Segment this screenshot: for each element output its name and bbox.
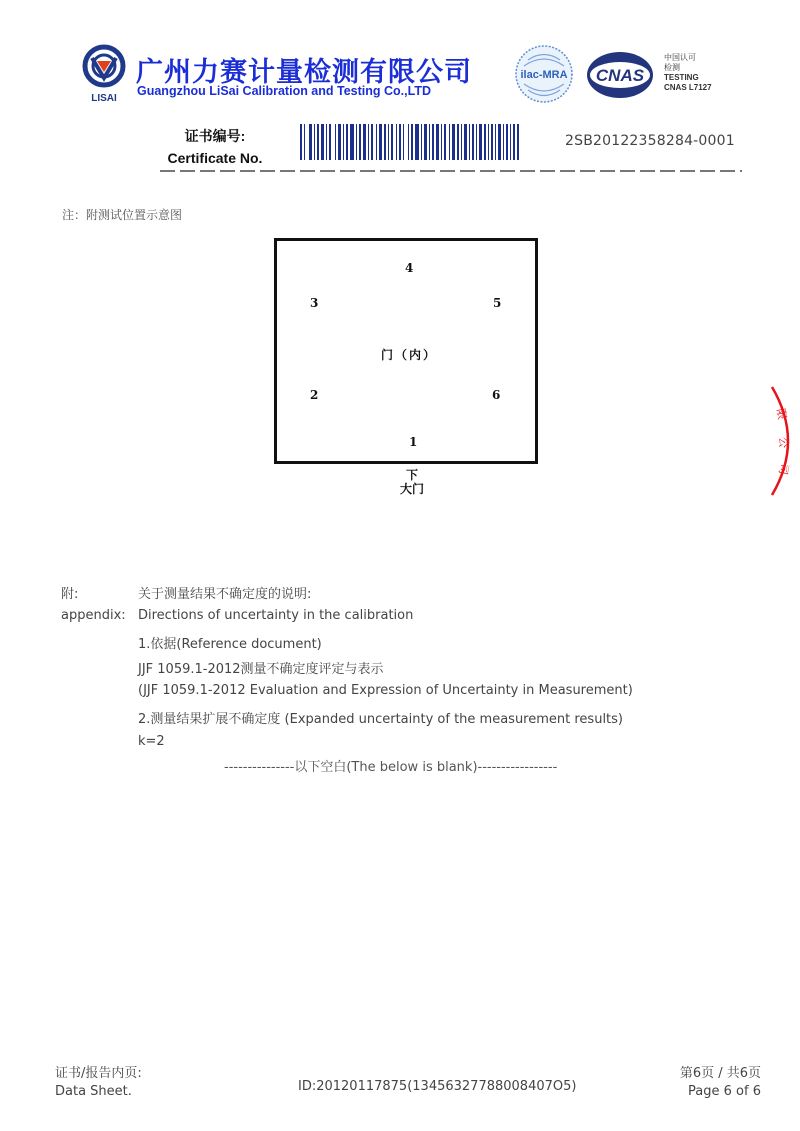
position-point-2: 2 <box>310 388 319 402</box>
page-number-cn: 第6页 / 共6页 <box>679 1066 761 1081</box>
seal-stamp-icon <box>770 385 800 497</box>
appendix-key-en: appendix: <box>61 608 126 623</box>
position-point-4: 4 <box>405 261 414 275</box>
barcode-icon <box>300 124 520 160</box>
cnas-logo <box>585 50 655 100</box>
footer-doc-type-cn: 证书/报告内页: <box>55 1066 142 1081</box>
position-point-5: 5 <box>493 296 502 310</box>
company-seal <box>770 385 800 497</box>
company-name-cn: 广州力赛计量检测有限公司 <box>136 57 472 88</box>
header-divider <box>160 170 742 172</box>
certificate-label <box>160 125 270 169</box>
appendix-line: 2.测量结果扩展不确定度 (Expanded uncertainty of the measurement results) <box>138 712 623 727</box>
position-point-3: 3 <box>310 296 319 310</box>
lisai-emblem-icon <box>80 44 128 104</box>
company-name-en: Guangzhou LiSai Calibration and Testing Co.,LTD <box>137 84 431 98</box>
cnas-line-testing: TESTING <box>664 73 699 82</box>
certificate-label-cn: 证书编号: <box>184 128 246 144</box>
certificate-label-en: Certificate No. <box>167 150 263 166</box>
main-door-text: 大门 <box>399 482 424 496</box>
page-number-en: Page 6 of 6 <box>688 1084 761 1099</box>
appendix-title-cn: 关于测量结果不确定度的说明: <box>138 587 312 602</box>
below-label: 下 <box>405 468 418 482</box>
certificate-number: 2SB20122358284-0001 <box>565 133 735 149</box>
svg-text:ilac-MRA: ilac-MRA <box>520 69 568 81</box>
position-point-1: 1 <box>409 435 418 449</box>
position-point-6: 6 <box>492 388 501 402</box>
svg-text:限: 限 <box>774 407 789 421</box>
cnas-accreditation-text <box>664 53 712 93</box>
footer-doc-type <box>55 1065 142 1101</box>
appendix-key-cn: 附: <box>61 587 79 602</box>
svg-text:司: 司 <box>776 462 791 476</box>
ilac-mra-logo <box>514 44 574 104</box>
ilac-mra-icon <box>514 44 574 104</box>
diagram-note: 注：附测试位置示意图 <box>62 208 183 222</box>
appendix-line: 1.依据(Reference document) <box>138 637 322 652</box>
appendix-line: JJF 1059.1-2012测量不确定度评定与表示 <box>138 662 384 677</box>
appendix-title-en: Directions of uncertainty in the calibration <box>138 608 414 623</box>
appendix-line: (JJF 1059.1-2012 Evaluation and Expression of Uncertainty in Measurement) <box>138 683 633 698</box>
svg-text:CNAS: CNAS <box>595 66 645 85</box>
svg-text:LISAI: LISAI <box>91 93 117 104</box>
footer-doc-type-en: Data Sheet. <box>55 1084 132 1099</box>
cnas-icon <box>585 50 655 100</box>
svg-text:公: 公 <box>777 437 790 448</box>
cnas-line-number: CNAS L7127 <box>664 83 712 92</box>
cnas-line-cn1: 中国认可 <box>664 53 696 62</box>
cnas-line-cn2: 检测 <box>664 63 680 72</box>
appendix-line: k=2 <box>138 734 165 749</box>
inner-door-label: 门（内） <box>381 348 438 362</box>
barcode <box>300 124 520 160</box>
footer-document-id: ID:20120117875(13456327788008407O5) <box>298 1079 577 1094</box>
blank-notice: ---------------以下空白(The below is blank)----------------- <box>224 760 558 775</box>
footer-page-number <box>680 1065 761 1101</box>
lisai-logo <box>80 44 128 104</box>
test-position-diagram <box>274 238 538 464</box>
main-door-label <box>380 468 444 496</box>
